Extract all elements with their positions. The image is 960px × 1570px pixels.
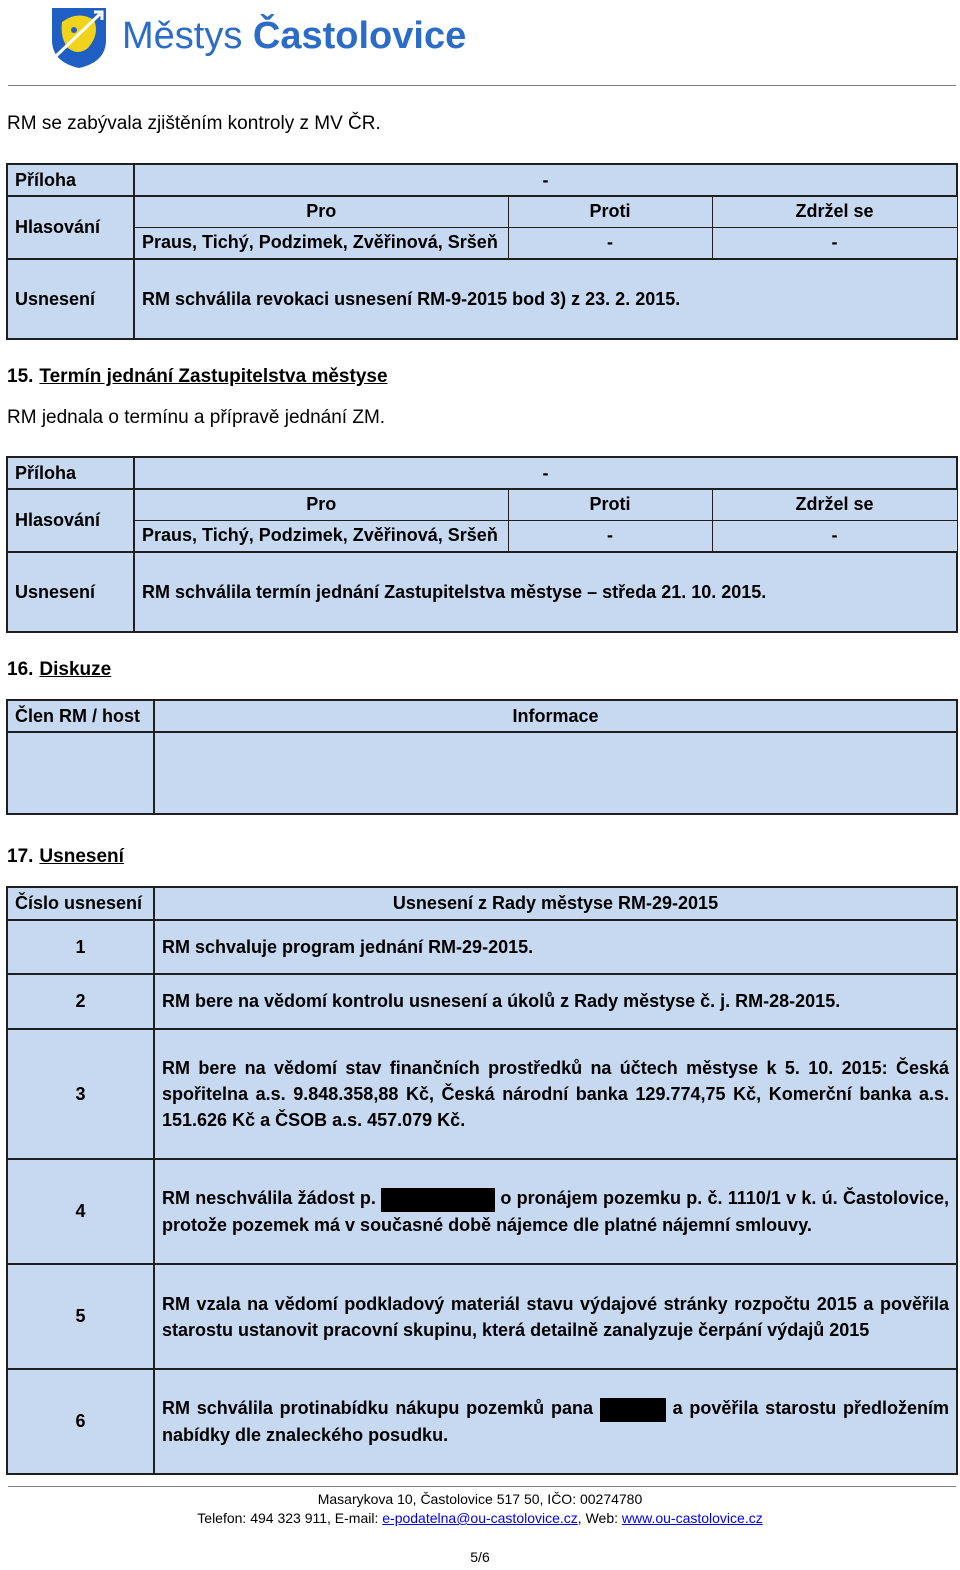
coat-of-arms-icon [48, 4, 110, 70]
proti-value: - [508, 520, 712, 552]
resolution-number: 5 [7, 1264, 154, 1369]
resolution-number: 1 [7, 920, 154, 974]
web-link[interactable]: www.ou-castolovice.cz [621, 1510, 763, 1526]
discussion-table [6, 699, 958, 815]
usneseni-label: Usnesení [7, 552, 134, 632]
section-17-heading: 17. Usnesení [7, 846, 124, 867]
usneseni-value: RM schválila revokaci usnesení RM-9-2015 bod 3) z 23. 2. 2015. [134, 259, 957, 339]
section-15-text: RM jednala o termínu a přípravě jednání ZM. [7, 407, 386, 428]
zdrzel-header: Zdržel se [712, 489, 957, 520]
pro-value: Praus, Tichý, Podzimek, Zvěřinová, Sršeň [134, 227, 508, 259]
table-row [7, 1264, 957, 1369]
information-header: Informace [154, 700, 957, 732]
table-row [7, 1029, 957, 1159]
usneseni-label: Usnesení [7, 259, 134, 339]
resolution-text: RM neschválila žádost p. o pronájem pozemku p. č. 1110/1 v k. ú. Častolovice, protože pozemek má v současné době nájemce dle platné nájemní smlouvy. [154, 1159, 957, 1264]
footer-address: Masarykova 10, Častolovice 517 50, IČO: 00274780 [317, 1491, 643, 1507]
pro-header: Pro [134, 489, 508, 520]
section-15-heading: 15. Termín jednání Zastupitelstva městyse [7, 366, 388, 387]
zdrzel-value: - [712, 227, 957, 259]
proti-header: Proti [508, 489, 712, 520]
zdrzel-header: Zdržel se [712, 196, 957, 227]
section-15-title: Termín jednání Zastupitelstva městyse [39, 366, 388, 387]
page-number: 5/6 [470, 1549, 490, 1565]
header-divider [8, 85, 956, 86]
priloha-value: - [134, 457, 957, 489]
section-16-heading: 16. Diskuze [7, 659, 112, 680]
table-row [7, 920, 957, 974]
resolution-text: RM schvaluje program jednání RM-29-2015. [154, 920, 957, 974]
hlasovani-label: Hlasování [7, 196, 134, 259]
page-header [0, 0, 960, 88]
resolution-number-header: Číslo usnesení [7, 887, 154, 920]
email-link[interactable]: e-podatelna@ou-castolovice.cz [382, 1510, 578, 1526]
intro-paragraph: RM se zabývala zjištěním kontroly z MV ČR. [7, 113, 381, 134]
hlasovani-label: Hlasování [7, 489, 134, 552]
municipality-logo-text: Městys Častolovice [122, 15, 467, 57]
resolution-number: 4 [7, 1159, 154, 1264]
footer-contact: Telefon: 494 323 911, E-mail: e-podatelna@ou-castolovice.cz, Web: www.ou-castolovice.cz [197, 1510, 763, 1526]
vote-table-1 [6, 163, 958, 340]
resolution-number: 6 [7, 1369, 154, 1474]
resolutions-table [6, 886, 958, 1475]
table-row [7, 1369, 957, 1474]
member-guest-cell [7, 732, 154, 814]
pro-value: Praus, Tichý, Podzimek, Zvěřinová, Sršeň [134, 520, 508, 552]
priloha-value: - [134, 164, 957, 196]
pro-header: Pro [134, 196, 508, 227]
resolution-text: RM schválila protinabídku nákupu pozemků pana a pověřila starostu předložením nabídky dle znaleckého posudku. [154, 1369, 957, 1474]
resolution-title-header: Usnesení z Rady městyse RM-29-2015 [154, 887, 957, 920]
resolution-text: RM bere na vědomí stav finančních prostředků na účtech městyse k 5. 10. 2015: Česká spořitelna a.s. 9.848.358,88 Kč, Česká národní banka 129.774,75 Kč, Komerční banka a.s. 151.626 Kč a ČSOB a.s. 457.079 Kč. [154, 1029, 957, 1159]
resolution-text: RM vzala na vědomí podkladový materiál stavu výdajové stránky rozpočtu 2015 a pověřila starostu ustanovit pracovní skupinu, která detailně zanalyzuje čerpání výdajů 2015 [154, 1264, 957, 1369]
table-row [7, 974, 957, 1029]
section-16-title: Diskuze [39, 659, 112, 680]
priloha-label: Příloha [7, 164, 134, 196]
vote-table-2 [6, 456, 958, 633]
redacted-name [600, 1398, 666, 1422]
zdrzel-value: - [712, 520, 957, 552]
usneseni-value: RM schválila termín jednání Zastupitelstva městyse – středa 21. 10. 2015. [134, 552, 957, 632]
member-guest-header: Člen RM / host [7, 700, 154, 732]
redacted-name [381, 1188, 495, 1212]
proti-header: Proti [508, 196, 712, 227]
footer-divider [8, 1486, 956, 1487]
resolution-number: 2 [7, 974, 154, 1029]
resolution-text: RM bere na vědomí kontrolu usnesení a úkolů z Rady městyse č. j. RM-28-2015. [154, 974, 957, 1029]
information-cell [154, 732, 957, 814]
proti-value: - [508, 227, 712, 259]
resolution-number: 3 [7, 1029, 154, 1159]
table-row [7, 1159, 957, 1264]
section-17-title: Usnesení [39, 846, 124, 867]
priloha-label: Příloha [7, 457, 134, 489]
